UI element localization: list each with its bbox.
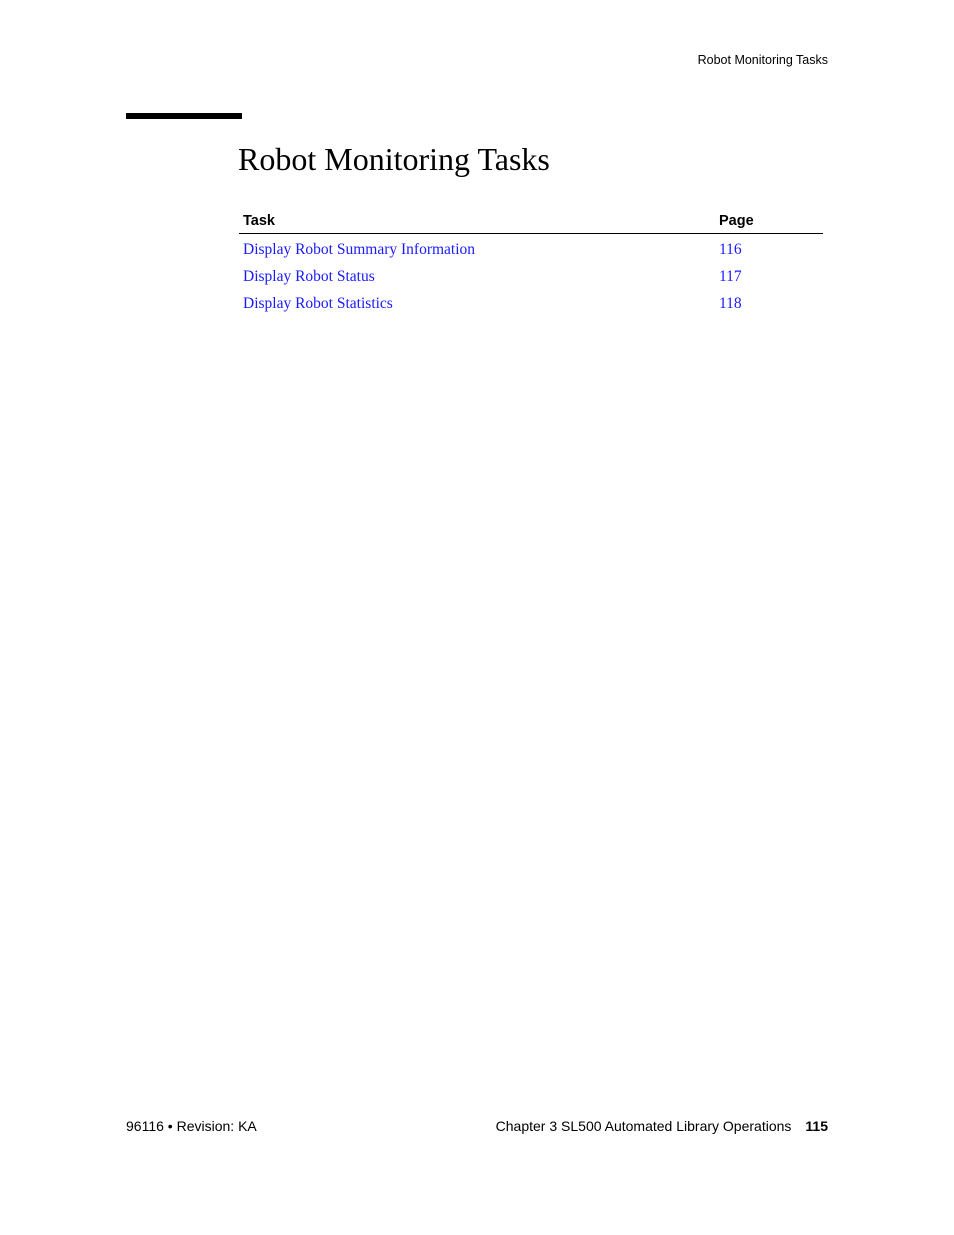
task-link[interactable]: Display Robot Summary Information xyxy=(243,240,476,258)
task-table xyxy=(239,209,823,317)
doc-number: 96116 xyxy=(126,1118,164,1134)
chapter-title: Chapter 3 SL500 Automated Library Operations xyxy=(495,1118,792,1134)
section-rule xyxy=(126,113,242,119)
page-link[interactable]: 117 xyxy=(719,267,742,285)
column-header-task: Task xyxy=(239,209,715,234)
bullet-separator: • xyxy=(167,1118,173,1134)
page-number: 115 xyxy=(805,1118,828,1134)
revision-label: Revision: KA xyxy=(176,1118,257,1134)
table-row xyxy=(239,234,823,264)
footer-chapter-info xyxy=(496,1118,828,1134)
column-header-page: Page xyxy=(715,209,823,234)
running-header: Robot Monitoring Tasks xyxy=(697,53,828,67)
page-link[interactable]: 118 xyxy=(719,294,742,312)
page-title: Robot Monitoring Tasks xyxy=(238,141,550,177)
table-header-row xyxy=(239,209,823,234)
footer-doc-info xyxy=(126,1118,257,1134)
table-row xyxy=(239,263,823,290)
page-link[interactable]: 116 xyxy=(719,240,742,258)
task-link[interactable]: Display Robot Status xyxy=(243,267,375,285)
task-link[interactable]: Display Robot Statistics xyxy=(243,294,393,312)
table-row xyxy=(239,290,823,317)
